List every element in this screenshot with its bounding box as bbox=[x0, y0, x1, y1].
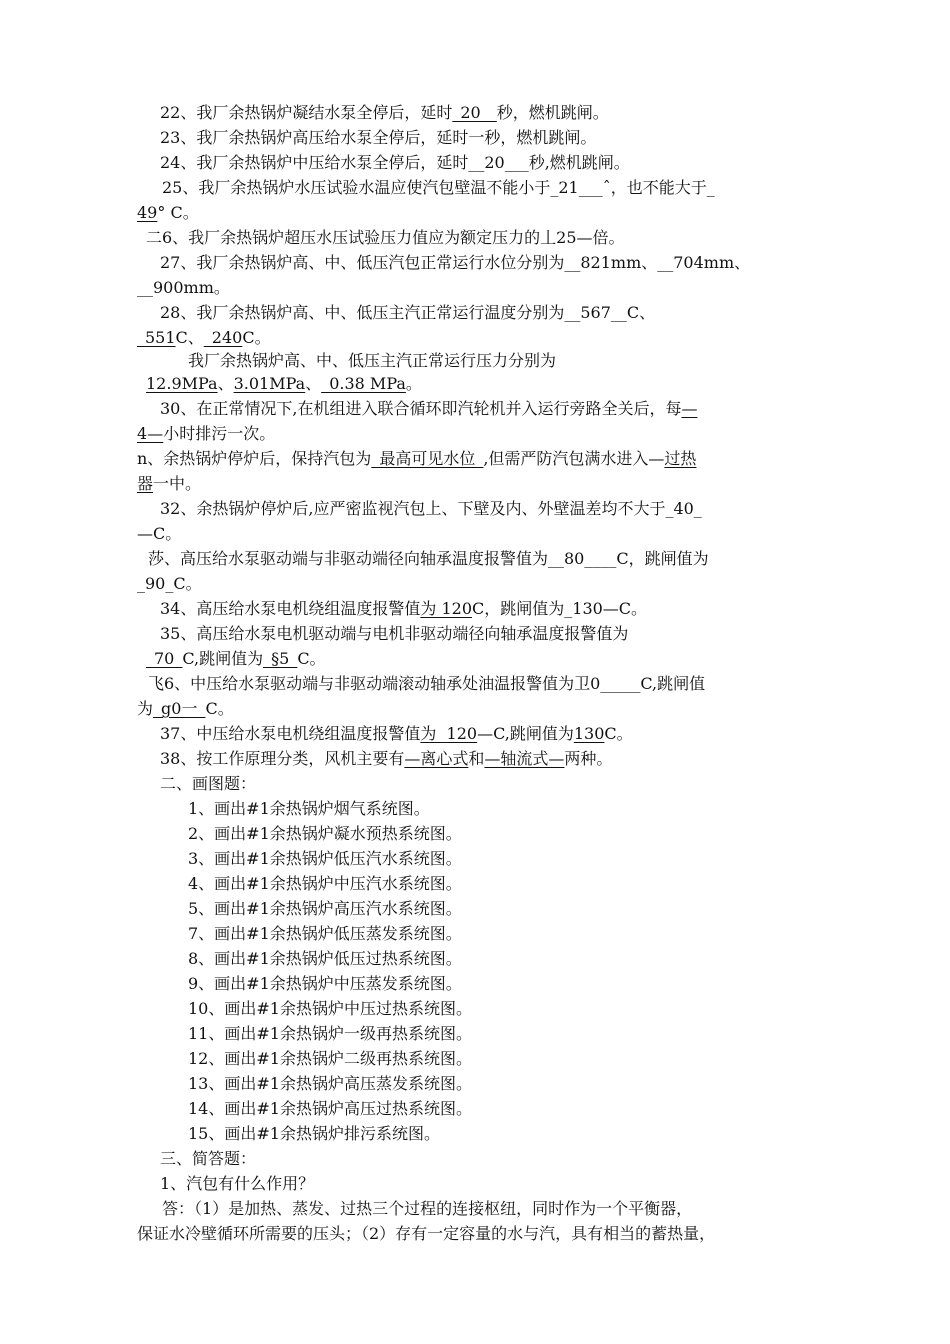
text-line bbox=[160, 398, 697, 420]
text-segment: C、 bbox=[175, 328, 204, 347]
text-line bbox=[146, 373, 422, 395]
underlined-answer: 为 120 bbox=[420, 724, 478, 743]
text-segment: 、 bbox=[217, 374, 234, 393]
text-segment: 28、我厂余热锅炉高、中、低压主汽正常运行温度分别为__567__C、 bbox=[160, 303, 656, 322]
text-line bbox=[188, 973, 462, 995]
text-segment: 1、画出#1余热锅炉烟气系统图。 bbox=[188, 799, 430, 818]
underlined-answer: _70_ bbox=[146, 649, 183, 668]
text-line bbox=[148, 673, 705, 695]
text-segment: 小时排污一次。 bbox=[163, 424, 276, 443]
text-segment: —C。 bbox=[137, 524, 182, 543]
text-segment: ,但需严防汽包满水进入— bbox=[483, 449, 665, 468]
text-segment: 15、画出#1余热锅炉排污系统图。 bbox=[188, 1124, 440, 1143]
text-segment: 二、画图题： bbox=[160, 774, 257, 793]
text-segment: 7、画出#1余热锅炉低压蒸发系统图。 bbox=[188, 924, 462, 943]
text-segment: 23、我厂余热锅炉高压给水泵全停后，延时一秒，燃机跳闸。 bbox=[160, 128, 597, 147]
text-segment: 9、画出#1余热锅炉中压蒸发系统图。 bbox=[188, 974, 462, 993]
text-line bbox=[137, 1223, 715, 1245]
text-segment: —C,跳闸值为 bbox=[477, 724, 574, 743]
text-line bbox=[188, 1123, 440, 1145]
text-segment: 秒，燃机跳闸。 bbox=[496, 103, 609, 122]
text-line bbox=[188, 1048, 472, 1070]
text-line bbox=[137, 573, 202, 595]
text-line bbox=[160, 498, 702, 520]
text-line bbox=[160, 252, 750, 274]
text-segment: C。 bbox=[297, 649, 326, 668]
underlined-answer: _§5_ bbox=[263, 649, 298, 668]
text-segment: 12、画出#1余热锅炉二级再热系统图。 bbox=[188, 1049, 472, 1068]
text-segment: 38、按工作原理分类，风机主要有 bbox=[160, 749, 405, 768]
text-line bbox=[160, 748, 612, 770]
text-segment: 1、汽包有什么作用？ bbox=[160, 1174, 315, 1193]
text-segment: 27、我厂余热锅炉高、中、低压汽包正常运行水位分别为__821mm、__704mm、 bbox=[160, 253, 751, 272]
text-segment: 2、画出#1余热锅炉凝水预热系统图。 bbox=[188, 824, 462, 843]
text-segment: 25、我厂余热锅炉水压试验水温应使汽包壁温不能小于_21___ˆ，也不能大于_ bbox=[162, 178, 715, 197]
text-segment: 30、在正常情况下,在机组进入联合循环即汽轮机并入运行旁路全关后，每 bbox=[160, 399, 682, 418]
text-segment: 一中。 bbox=[153, 474, 202, 493]
text-segment: 13、画出#1余热锅炉高压蒸发系统图。 bbox=[188, 1074, 472, 1093]
underlined-answer: _0.38 MPa bbox=[321, 374, 406, 393]
text-line bbox=[188, 1023, 472, 1045]
text-segment: 三、简答题： bbox=[160, 1149, 257, 1168]
text-line bbox=[148, 548, 709, 570]
text-segment: 37、中压给水泵电机绕组温度报警值 bbox=[160, 724, 421, 743]
underlined-answer: 49 bbox=[137, 203, 158, 222]
text-segment: n、余热锅炉停炉后，保持汽包为 bbox=[137, 449, 372, 468]
underlined-answer: _g0一_ bbox=[153, 699, 206, 718]
text-segment: 5、画出#1余热锅炉高压汽水系统图。 bbox=[188, 899, 462, 918]
underlined-answer: _20__ bbox=[452, 103, 497, 122]
text-segment: 8、画出#1余热锅炉低压过热系统图。 bbox=[188, 949, 462, 968]
text-segment: C,跳闸值为 bbox=[182, 649, 264, 668]
text-segment: 24、我厂余热锅炉中压给水泵全停后，延时__20___秒,燃机跳闸。 bbox=[160, 153, 630, 172]
underlined-answer: 为 120 bbox=[420, 599, 473, 618]
underlined-answer: 130 bbox=[573, 724, 605, 743]
text-line bbox=[162, 1198, 692, 1220]
underlined-answer: — bbox=[681, 399, 698, 418]
text-line bbox=[137, 423, 275, 445]
text-segment: 二6、我厂余热锅炉超压水压试验压力值应为额定压力的丄25—倍。 bbox=[146, 228, 625, 247]
text-segment: ° C。 bbox=[157, 203, 199, 222]
text-line bbox=[137, 523, 181, 545]
text-segment: 莎、高压给水泵驱动端与非驱动端径向轴承温度报警值为__80____C，跳闸值为 bbox=[148, 549, 709, 568]
text-segment: 。 bbox=[405, 374, 422, 393]
text-line bbox=[188, 923, 462, 945]
text-line bbox=[137, 202, 199, 224]
text-segment: 答：（1）是加热、蒸发、过热三个过程的连接枢纽，同时作为一个平衡器， bbox=[162, 1199, 693, 1218]
text-line bbox=[146, 227, 625, 249]
text-line bbox=[160, 152, 630, 174]
text-line bbox=[188, 1073, 472, 1095]
text-segment: 为 bbox=[137, 699, 154, 718]
text-line bbox=[162, 177, 715, 199]
text-line bbox=[137, 327, 271, 349]
text-line bbox=[188, 823, 462, 845]
text-line bbox=[188, 798, 430, 820]
text-segment: C，跳闸值为_130—C。 bbox=[472, 599, 648, 618]
underlined-answer: 4— bbox=[137, 424, 164, 443]
text-line bbox=[160, 102, 609, 124]
text-segment: C。 bbox=[205, 699, 234, 718]
text-line bbox=[160, 1148, 256, 1170]
text-segment: 、 bbox=[305, 374, 322, 393]
underlined-answer: _240 bbox=[203, 328, 243, 347]
text-segment: 22、我厂余热锅炉凝结水泵全停后，延时 bbox=[160, 103, 453, 122]
text-segment: 3、画出#1余热锅炉低压汽水系统图。 bbox=[188, 849, 462, 868]
text-segment: 我厂余热锅炉高、中、低压主汽正常运行压力分别为 bbox=[188, 351, 557, 370]
text-line bbox=[160, 773, 256, 795]
text-segment: 保证水冷壁循环所需要的压头；（2）存有一定容量的水与汽，具有相当的蓄热量， bbox=[137, 1224, 716, 1243]
text-segment: 10、画出#1余热锅炉中压过热系统图。 bbox=[188, 999, 472, 1018]
text-segment: 飞6、中压给水泵驱动端与非驱动端滚动轴承处油温报警值为卫0_____C,跳闸值 bbox=[148, 674, 706, 693]
text-line bbox=[188, 998, 472, 1020]
text-segment: 11、画出#1余热锅炉一级再热系统图。 bbox=[188, 1024, 472, 1043]
text-line bbox=[188, 873, 462, 895]
text-line bbox=[160, 302, 655, 324]
underlined-answer: —离心式 bbox=[404, 749, 469, 768]
text-segment: 34、高压给水泵电机绕组温度报警值 bbox=[160, 599, 421, 618]
text-line bbox=[160, 598, 647, 620]
underlined-answer: 3.01MPa bbox=[233, 374, 306, 393]
text-segment: 4、画出#1余热锅炉中压汽水系统图。 bbox=[188, 874, 462, 893]
text-line bbox=[188, 848, 462, 870]
text-segment: 32、余热锅炉停炉后,应严密监视汽包上、下壁及内、外壁温差均不大于_40_ bbox=[160, 499, 702, 518]
text-line bbox=[160, 127, 596, 149]
text-line bbox=[160, 1173, 314, 1195]
underlined-answer: 过热 bbox=[664, 449, 697, 468]
text-line bbox=[137, 698, 234, 720]
text-segment: 两种。 bbox=[564, 749, 613, 768]
text-segment: C。 bbox=[604, 724, 633, 743]
text-segment: 和 bbox=[468, 749, 485, 768]
underlined-answer: —轴流式— bbox=[484, 749, 565, 768]
text-line bbox=[188, 898, 462, 920]
text-line bbox=[160, 623, 628, 645]
underlined-answer: _最高可见水位_ bbox=[371, 449, 484, 468]
text-line bbox=[160, 723, 633, 745]
text-line bbox=[137, 473, 201, 495]
text-line bbox=[146, 648, 326, 670]
underlined-answer: _551 bbox=[137, 328, 176, 347]
text-line bbox=[188, 948, 462, 970]
text-line bbox=[188, 1098, 472, 1120]
text-segment: _90_C。 bbox=[137, 574, 202, 593]
underlined-answer: 12.9MPa bbox=[146, 374, 218, 393]
underlined-answer: 器 bbox=[137, 474, 154, 493]
text-segment: 35、高压给水泵电机驱动端与电机非驱动端径向轴承温度报警值为 bbox=[160, 624, 629, 643]
text-line bbox=[137, 277, 230, 299]
text-segment: C。 bbox=[242, 328, 271, 347]
text-segment: 14、画出#1余热锅炉高压过热系统图。 bbox=[188, 1099, 472, 1118]
text-line bbox=[137, 448, 696, 470]
text-line bbox=[188, 350, 556, 372]
text-segment: __900mm。 bbox=[137, 278, 230, 297]
